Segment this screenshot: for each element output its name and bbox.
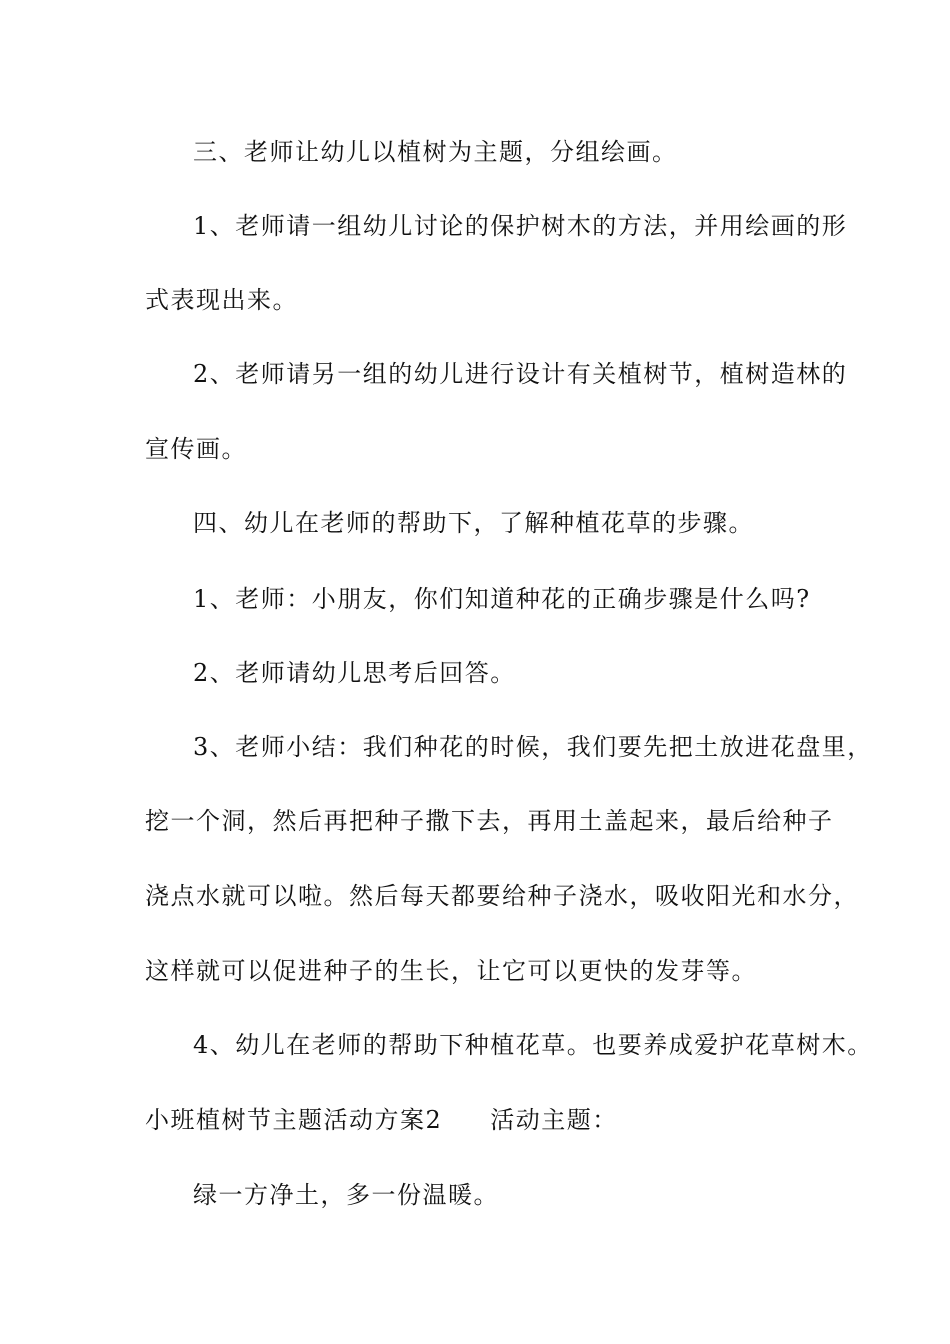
paragraph-step-three: 三、老师让幼儿以植树为主题，分组绘画。	[193, 138, 678, 166]
paragraph-step-four-item-3-cont-1: 挖一个洞，然后再把种子撒下去，再用土盖起来，最后给种子	[145, 807, 834, 835]
paragraph-step-four-item-3-cont-3: 这样就可以促进种子的生长，让它可以更快的发芽等。	[145, 957, 757, 985]
paragraph-step-four-item-4: 4、幼儿在老师的帮助下种植花草。也要养成爱护花草树木。	[193, 1031, 873, 1059]
paragraph-step-three-item-1: 1、老师请一组幼儿讨论的保护树木的方法，并用绘画的形	[193, 212, 848, 240]
paragraph-step-three-item-2: 2、老师请另一组的幼儿进行设计有关植树节，植树造林的	[193, 360, 848, 388]
paragraph-step-four-item-1: 1、老师：小朋友，你们知道种花的正确步骤是什么吗?	[193, 585, 811, 613]
heading-title: 小班植树节主题活动方案2	[145, 1106, 443, 1134]
paragraph-step-three-item-1-cont: 式表现出来。	[145, 286, 298, 314]
paragraph-theme: 绿一方净土，多一份温暖。	[193, 1181, 499, 1209]
paragraph-step-four-item-3-cont-2: 浇点水就可以啦。然后每天都要给种子浇水，吸收阳光和水分，	[145, 882, 859, 910]
paragraph-step-four-item-2: 2、老师请幼儿思考后回答。	[193, 659, 516, 687]
paragraph-step-four: 四、幼儿在老师的帮助下，了解种植花草的步骤。	[193, 509, 754, 537]
section-heading	[145, 1105, 618, 1135]
paragraph-step-four-item-3: 3、老师小结：我们种花的时候，我们要先把土放进花盘里，	[193, 733, 873, 761]
paragraph-step-three-item-2-cont: 宣传画。	[145, 435, 247, 463]
heading-suffix: 活动主题：	[490, 1106, 618, 1134]
